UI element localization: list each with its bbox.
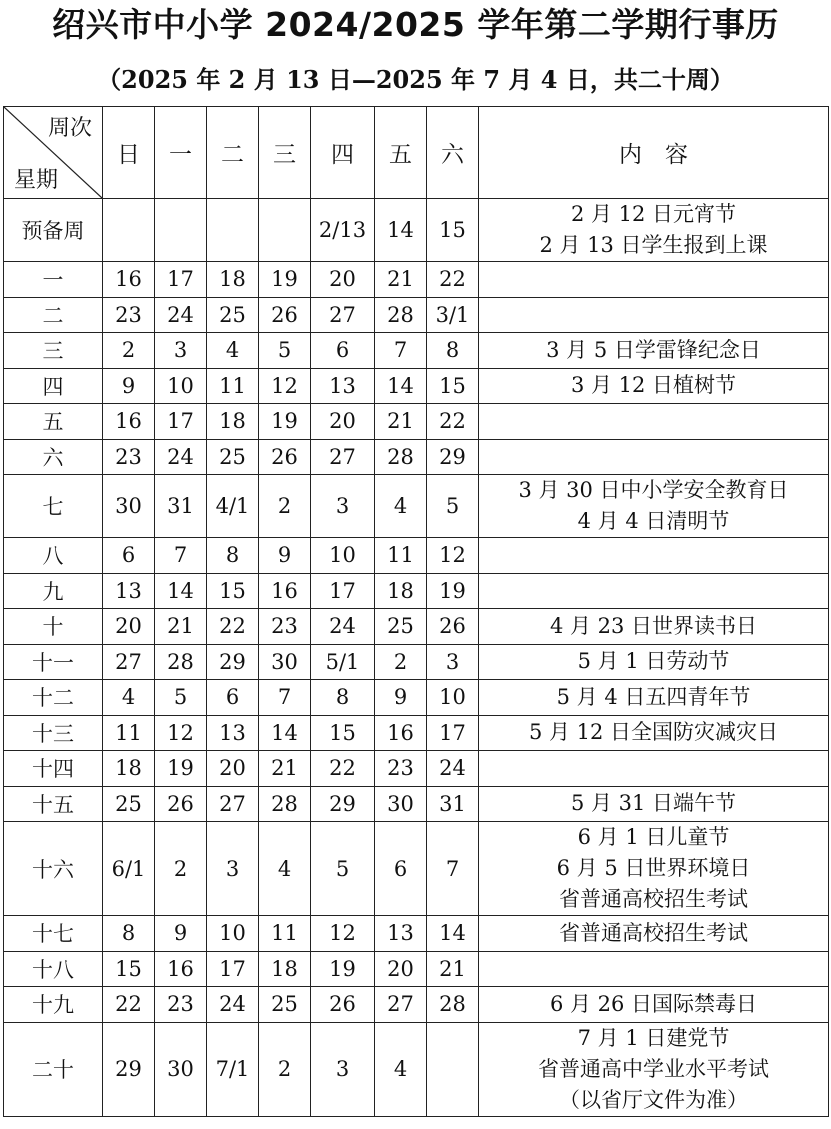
event-content-cell (479, 786, 829, 822)
page-subtitle: （2025 年 2 月 13 日—2025 年 7 月 4 日，共二十周） (97, 65, 734, 94)
calendar-body (4, 199, 829, 1117)
event-content-cell (479, 199, 829, 262)
date-cell: 24 (311, 609, 375, 645)
event-content-cell (479, 262, 829, 298)
week-number-cell: 三 (4, 333, 103, 369)
event-line: 2 月 13 日学生报到上课 (539, 233, 768, 257)
date-cell: 26 (259, 297, 311, 333)
date-cell: 11 (207, 368, 259, 404)
date-cell: 27 (311, 297, 375, 333)
date-cell: 21 (375, 262, 427, 298)
date-cell: 28 (259, 786, 311, 822)
date-cell: 16 (375, 715, 427, 751)
event-content-cell (479, 475, 829, 538)
date-cell: 19 (259, 404, 311, 440)
day-header-thu: 四 (311, 107, 375, 199)
date-cell: 20 (311, 262, 375, 298)
event-content-cell (479, 715, 829, 751)
event-content-cell (479, 822, 829, 916)
date-cell: 7 (155, 538, 207, 574)
week-number-cell: 十四 (4, 751, 103, 787)
week-number-cell: 十五 (4, 786, 103, 822)
date-cell: 21 (259, 751, 311, 787)
date-cell: 5 (259, 333, 311, 369)
date-cell: 27 (103, 644, 155, 680)
date-cell: 6 (103, 538, 155, 574)
date-cell: 19 (155, 751, 207, 787)
date-cell: 21 (375, 404, 427, 440)
date-cell: 18 (259, 951, 311, 987)
date-cell: 19 (311, 951, 375, 987)
event-content-cell (479, 538, 829, 574)
date-cell: 23 (103, 439, 155, 475)
event-content-cell (479, 609, 829, 645)
date-cell: 15 (427, 368, 479, 404)
week-row (4, 680, 829, 716)
week-row (4, 573, 829, 609)
event-content-cell (479, 751, 829, 787)
date-cell: 3 (427, 644, 479, 680)
date-cell: 2 (375, 644, 427, 680)
date-cell: 20 (207, 751, 259, 787)
date-cell: 17 (155, 404, 207, 440)
date-cell: 14 (427, 916, 479, 952)
date-cell (155, 199, 207, 262)
date-cell: 29 (311, 786, 375, 822)
date-cell: 30 (155, 1022, 207, 1116)
date-cell: 24 (155, 297, 207, 333)
date-cell: 6 (375, 822, 427, 916)
week-row (4, 822, 829, 916)
week-number-cell: 五 (4, 404, 103, 440)
event-content-cell (479, 404, 829, 440)
date-cell: 23 (375, 751, 427, 787)
week-row (4, 609, 829, 645)
week-number-label: 周次 (47, 116, 92, 141)
event-line: 6 月 26 日国际禁毒日 (549, 991, 758, 1016)
date-cell: 15 (103, 951, 155, 987)
day-header-fri: 五 (375, 107, 427, 199)
date-cell: 3 (311, 475, 375, 538)
date-cell: 2 (259, 1022, 311, 1116)
week-row (4, 439, 829, 475)
date-cell: 2/13 (311, 199, 375, 262)
date-cell: 25 (375, 609, 427, 645)
week-number-cell: 预备周 (4, 199, 103, 262)
event-line: 6 月 1 日儿童节 (577, 825, 730, 849)
event-content-cell (479, 987, 829, 1023)
date-cell (103, 199, 155, 262)
week-number-cell: 十三 (4, 715, 103, 751)
date-cell: 10 (155, 368, 207, 404)
date-cell: 3 (155, 333, 207, 369)
date-cell: 15 (207, 573, 259, 609)
date-cell: 4/1 (207, 475, 259, 538)
date-cell: 18 (103, 751, 155, 787)
date-cell: 23 (103, 297, 155, 333)
week-row (4, 715, 829, 751)
date-cell: 2 (259, 475, 311, 538)
content-header: 内 容 (479, 107, 829, 199)
date-cell: 13 (375, 916, 427, 952)
event-line: 省普通高校招生考试 (559, 920, 748, 945)
event-line: 3 月 12 日植树节 (570, 373, 737, 398)
date-cell: 8 (207, 538, 259, 574)
calendar-table (3, 106, 829, 1117)
week-number-cell: 十九 (4, 987, 103, 1023)
event-line: 省普通高校招生考试 (559, 887, 748, 911)
event-content-cell (479, 680, 829, 716)
week-row (4, 538, 829, 574)
date-cell: 13 (207, 715, 259, 751)
date-cell: 6 (311, 333, 375, 369)
date-cell: 19 (427, 573, 479, 609)
date-cell: 28 (427, 987, 479, 1023)
date-cell: 15 (311, 715, 375, 751)
date-cell: 17 (427, 715, 479, 751)
date-cell: 16 (103, 262, 155, 298)
date-cell: 10 (207, 916, 259, 952)
date-cell: 12 (259, 368, 311, 404)
date-cell: 4 (103, 680, 155, 716)
date-cell: 3 (207, 822, 259, 916)
week-number-cell: 七 (4, 475, 103, 538)
week-row (4, 475, 829, 538)
date-cell: 25 (259, 987, 311, 1023)
date-cell: 12 (155, 715, 207, 751)
event-content-cell (479, 368, 829, 404)
date-cell: 20 (103, 609, 155, 645)
event-content-cell (479, 333, 829, 369)
date-cell: 26 (311, 987, 375, 1023)
day-header-sun: 日 (103, 107, 155, 199)
event-line: 5 月 4 日五四青年节 (556, 684, 751, 709)
date-cell: 4 (259, 822, 311, 916)
date-cell: 16 (155, 951, 207, 987)
date-cell: 18 (375, 573, 427, 609)
day-header-mon: 一 (155, 107, 207, 199)
day-header-wed: 三 (259, 107, 311, 199)
date-cell: 27 (311, 439, 375, 475)
event-content-cell (479, 297, 829, 333)
date-cell: 12 (427, 538, 479, 574)
date-cell: 25 (207, 439, 259, 475)
date-cell: 8 (311, 680, 375, 716)
event-line: 6 月 5 日世界环境日 (556, 856, 751, 880)
week-number-cell: 六 (4, 439, 103, 475)
week-row (4, 786, 829, 822)
week-row (4, 262, 829, 298)
date-cell: 9 (375, 680, 427, 716)
date-cell: 6 (207, 680, 259, 716)
date-cell: 26 (427, 609, 479, 645)
week-row (4, 368, 829, 404)
week-number-cell: 九 (4, 573, 103, 609)
event-content-cell (479, 916, 829, 952)
date-cell: 19 (259, 262, 311, 298)
date-cell: 20 (311, 404, 375, 440)
header-row (4, 107, 829, 199)
date-cell: 4 (207, 333, 259, 369)
date-cell: 20 (375, 951, 427, 987)
date-cell: 29 (427, 439, 479, 475)
date-cell: 7 (375, 333, 427, 369)
date-cell: 25 (207, 297, 259, 333)
event-line: 3 月 5 日学雷锋纪念日 (546, 337, 761, 362)
event-content-cell (479, 1022, 829, 1116)
week-row (4, 751, 829, 787)
date-cell: 11 (259, 916, 311, 952)
date-cell: 30 (259, 644, 311, 680)
date-cell: 13 (103, 573, 155, 609)
event-line: 省普通高中学业水平考试 (538, 1056, 769, 1081)
page-title: 绍兴市中小学 2024/2025 学年第二学期行事历 (52, 5, 779, 44)
event-line: 7 月 1 日建党节 (577, 1025, 730, 1050)
date-cell: 8 (103, 916, 155, 952)
event-line: 3 月 30 日中小学安全教育日 (518, 478, 789, 502)
date-cell (259, 199, 311, 262)
event-line: 4 月 23 日世界读书日 (549, 613, 758, 638)
date-cell: 16 (103, 404, 155, 440)
event-line: 5 月 1 日劳动节 (577, 649, 730, 674)
date-cell: 24 (207, 987, 259, 1023)
week-number-cell: 十一 (4, 644, 103, 680)
date-cell: 29 (207, 644, 259, 680)
event-content-cell (479, 951, 829, 987)
date-cell: 3 (311, 1022, 375, 1116)
day-header-sat: 六 (427, 107, 479, 199)
date-cell: 23 (155, 987, 207, 1023)
week-number-cell: 一 (4, 262, 103, 298)
date-cell: 5 (311, 822, 375, 916)
date-cell: 12 (311, 916, 375, 952)
date-cell: 18 (207, 262, 259, 298)
date-cell: 9 (155, 916, 207, 952)
date-cell: 2 (155, 822, 207, 916)
week-number-cell: 十六 (4, 822, 103, 916)
date-cell: 17 (155, 262, 207, 298)
week-row (4, 916, 829, 952)
date-cell: 22 (427, 404, 479, 440)
date-cell: 14 (259, 715, 311, 751)
week-number-cell: 十 (4, 609, 103, 645)
date-cell: 22 (427, 262, 479, 298)
week-number-cell: 十七 (4, 916, 103, 952)
date-cell: 10 (427, 680, 479, 716)
date-cell: 7 (427, 822, 479, 916)
date-cell: 6/1 (103, 822, 155, 916)
date-cell: 26 (259, 439, 311, 475)
week-row (4, 987, 829, 1023)
week-row (4, 199, 829, 262)
day-header-tue: 二 (207, 107, 259, 199)
event-line: （以省厅文件为准） (559, 1087, 748, 1112)
date-cell: 13 (311, 368, 375, 404)
date-cell: 11 (375, 538, 427, 574)
event-line: 5 月 12 日全国防灾减灾日 (528, 720, 779, 745)
week-row (4, 404, 829, 440)
date-cell: 5/1 (311, 644, 375, 680)
event-line: 4 月 4 日清明节 (577, 509, 730, 533)
date-cell: 17 (207, 951, 259, 987)
date-cell: 15 (427, 199, 479, 262)
date-cell: 31 (427, 786, 479, 822)
date-cell: 28 (375, 439, 427, 475)
date-cell: 31 (155, 475, 207, 538)
date-cell: 2 (103, 333, 155, 369)
date-cell: 21 (155, 609, 207, 645)
date-cell: 30 (103, 475, 155, 538)
date-cell: 24 (427, 751, 479, 787)
week-row (4, 951, 829, 987)
date-cell: 10 (311, 538, 375, 574)
date-cell: 22 (311, 751, 375, 787)
date-cell: 8 (427, 333, 479, 369)
corner-header-cell (4, 107, 103, 199)
date-cell: 14 (375, 368, 427, 404)
date-cell: 14 (155, 573, 207, 609)
date-cell (207, 199, 259, 262)
week-row (4, 333, 829, 369)
date-cell: 14 (375, 199, 427, 262)
date-cell: 22 (207, 609, 259, 645)
date-cell: 24 (155, 439, 207, 475)
week-row (4, 1022, 829, 1116)
date-cell: 28 (155, 644, 207, 680)
date-cell: 5 (155, 680, 207, 716)
date-cell: 16 (259, 573, 311, 609)
date-cell: 27 (207, 786, 259, 822)
date-cell: 23 (259, 609, 311, 645)
week-number-cell: 十八 (4, 951, 103, 987)
date-cell (427, 1022, 479, 1116)
event-line: 2 月 12 日元宵节 (570, 202, 737, 226)
date-cell: 22 (103, 987, 155, 1023)
date-cell: 25 (103, 786, 155, 822)
event-line: 5 月 31 日端午节 (570, 791, 737, 816)
date-cell: 4 (375, 1022, 427, 1116)
date-cell: 7 (259, 680, 311, 716)
date-cell: 27 (375, 987, 427, 1023)
event-content-cell (479, 439, 829, 475)
week-number-cell: 四 (4, 368, 103, 404)
week-number-cell: 二 (4, 297, 103, 333)
weekday-label: 星期 (14, 168, 59, 193)
week-number-cell: 十二 (4, 680, 103, 716)
week-number-cell: 八 (4, 538, 103, 574)
event-content-cell (479, 644, 829, 680)
date-cell: 3/1 (427, 297, 479, 333)
date-cell: 5 (427, 475, 479, 538)
week-row (4, 297, 829, 333)
date-cell: 26 (155, 786, 207, 822)
date-cell: 28 (375, 297, 427, 333)
date-cell: 17 (311, 573, 375, 609)
date-cell: 11 (103, 715, 155, 751)
date-cell: 21 (427, 951, 479, 987)
date-cell: 4 (375, 475, 427, 538)
date-cell: 7/1 (207, 1022, 259, 1116)
date-cell: 18 (207, 404, 259, 440)
week-row (4, 644, 829, 680)
event-content-cell (479, 573, 829, 609)
date-cell: 30 (375, 786, 427, 822)
week-number-cell: 二十 (4, 1022, 103, 1116)
date-cell: 9 (259, 538, 311, 574)
date-cell: 29 (103, 1022, 155, 1116)
date-cell: 9 (103, 368, 155, 404)
